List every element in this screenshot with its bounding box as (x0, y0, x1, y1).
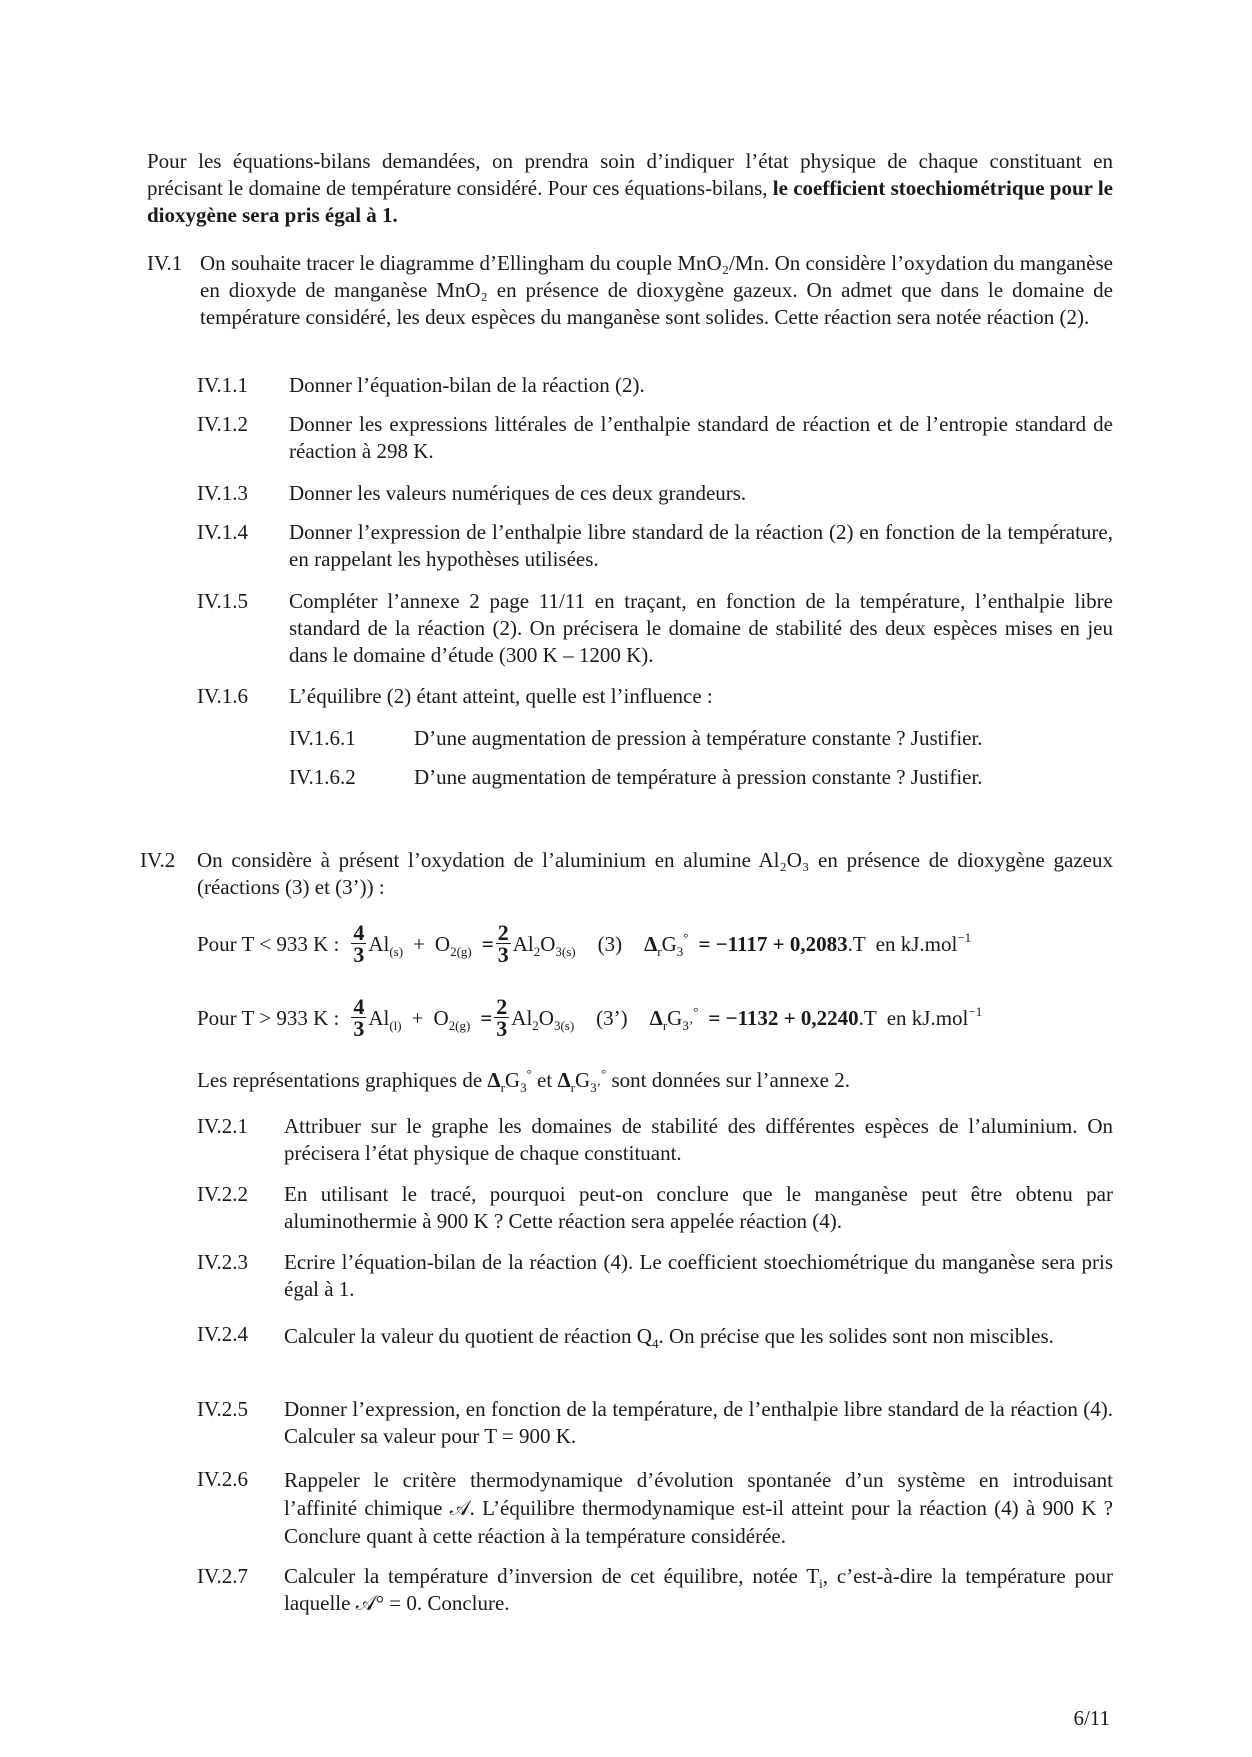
intro-text: Pour les équations-bilans demandées, on prendra soin d’indiquer l’état physique de chaque constituant en précisant le domaine de température considéré. Pour ces équations-bilans, (147, 149, 1113, 200)
subscript: 2 (533, 943, 541, 959)
plus-sign: + (411, 1005, 424, 1030)
denominator: 3 (353, 1015, 365, 1041)
dg-value: = −1117 + 0,2083 (698, 931, 848, 956)
item-text: En utilisant le tracé, pourquoi peut-on conclure que le manganèse peut être obtenu par aluminothermie à 900 K ? Cette réaction sera appelée réaction (4). (284, 1182, 1113, 1233)
g: G (574, 1068, 591, 1092)
state: 2(g) (450, 943, 472, 959)
state: (s) (389, 943, 404, 959)
delta: Δ (649, 1005, 663, 1030)
eq-condition: Pour T < 933 K : (197, 931, 340, 956)
item-number: IV.2.3 (197, 1250, 248, 1274)
equation-3 (197, 914, 971, 974)
g-subscript: 3’ (682, 1017, 694, 1033)
species: O (433, 1005, 449, 1030)
delta: Δ (644, 931, 658, 956)
item-number: IV.2.4 (197, 1322, 248, 1346)
unit-text: en kJ.mol (875, 931, 958, 956)
g-symbol (667, 1005, 698, 1032)
g3 (504, 1066, 532, 1095)
eq-condition: Pour T > 933 K : (197, 1005, 340, 1030)
t-var: .T (847, 931, 866, 956)
equation-3-prime (197, 988, 982, 1048)
denominator: 3 (496, 1015, 508, 1041)
delta-g-symbol (650, 1005, 668, 1032)
item-number: IV.1.1 (197, 373, 248, 397)
item-text: Rappeler le critère thermodynamique d’évolution spontanée d’un système en introduisant l’affinité chimique 𝒜. L’équilibre thermodynamique est-il atteint pour la réaction (4) à 900 K ? Conclure quant à cette réaction à la température considérée. (284, 1468, 1113, 1548)
graph-note-a: Les représentations graphiques de (197, 1068, 483, 1092)
coefficient-fraction (494, 993, 509, 1041)
page-number: 6/11 (1073, 1706, 1110, 1730)
item-text (284, 1563, 1113, 1617)
numerator: 4 (353, 919, 365, 945)
state: (l) (389, 1017, 402, 1033)
g3p (574, 1066, 607, 1095)
coefficient-fraction (351, 919, 366, 967)
item-text: Donner l’expression, en fonction de la température, de l’enthalpie libre standard de la réaction (4). Calculer sa valeur pour T = 900 K. (284, 1397, 1113, 1448)
item-text-a: Calculer la température d’inversion de cet équilibre, notée T (284, 1564, 820, 1588)
delta: Δ (557, 1068, 571, 1092)
item-number: IV.1.6 (197, 684, 248, 708)
item-text-a: Calculer la valeur du quotient de réaction Q (284, 1324, 652, 1348)
equals-sign: = (480, 1005, 493, 1030)
r-subscript: r (662, 1017, 668, 1033)
intro-paragraph (147, 148, 1113, 229)
graph-note-b: et (537, 1068, 553, 1092)
section-number: IV.2 (140, 848, 176, 872)
section-text: On souhaite tracer le diagramme d’Ellingham du couple MnO₂/Mn. On considère l’oxydation du manganèse en dioxyde de manganèse MnO₂ en présence de dioxygène gazeux. On admet que dans le domaine de température considéré, les deux espèces du manganèse sont solides. Cette réaction sera notée réaction (2). (200, 251, 1113, 329)
g-subscript: 3 (520, 1080, 527, 1095)
item-text: Donner les expressions littérales de l’enthalpie standard de réaction et de l’entropie standard de réaction à 298 K. (289, 412, 1113, 463)
unit (876, 931, 972, 958)
species: O (434, 931, 451, 956)
equals-sign: = (481, 931, 494, 956)
item-number: IV.2.1 (197, 1114, 248, 1138)
standard-sup: ° (526, 1066, 532, 1081)
g: G (661, 931, 677, 956)
subitem-text: D’une augmentation de température à pression constante ? Justifier. (414, 765, 983, 789)
species: Al (511, 1005, 533, 1030)
product-al2o3 (513, 931, 576, 958)
g-subscript: 3 (676, 943, 684, 959)
item-number: IV.2.6 (197, 1467, 248, 1491)
numerator: 2 (497, 919, 509, 945)
item-text-b: , c’est-à-dire la température pour laquelle 𝒜° = 0. Conclure. (284, 1564, 1113, 1615)
coefficient-fraction (351, 993, 366, 1041)
species: O (540, 931, 556, 956)
item-text: Donner l’équation-bilan de la réaction (2). (289, 373, 645, 397)
item-text: Donner les valeurs numériques de ces deux grandeurs. (289, 481, 747, 505)
unit (887, 1005, 983, 1032)
subitem-number: IV.1.6.1 (289, 726, 356, 750)
item-text: Compléter l’annexe 2 page 11/11 en traçant, en fonction de la température, l’enthalpie libre standard de la réaction (2). On précisera le domaine de stabilité des deux espèces mises en jeu dans le domaine d’étude (300 K – 1200 K). (289, 589, 1113, 667)
coefficient-fraction (496, 919, 511, 967)
subitem-text: D’une augmentation de pression à température constante ? Justifier. (414, 726, 983, 750)
item-text (284, 1321, 1113, 1351)
t-var: .T (858, 1005, 877, 1030)
item-text: L’équilibre (2) étant atteint, quelle est l’influence : (289, 684, 713, 708)
r-subscript: r (570, 1080, 575, 1095)
section-text: On considère à présent l’oxydation de l’aluminium en alumine Al₂O₃ en présence de dioxygène gazeux (réactions (3) et (3’)) : (197, 848, 1113, 899)
state: 2(g) (448, 1017, 471, 1033)
item-number: IV.2.2 (197, 1182, 248, 1206)
unit-sup: −1 (968, 1003, 983, 1019)
species: Al (368, 931, 390, 956)
dg3p-symbol (557, 1068, 575, 1095)
reactant-o2 (433, 1005, 470, 1032)
ti-subscript: i (819, 1576, 823, 1591)
standard-sup: ° (693, 1003, 699, 1019)
reactant-al (368, 1005, 401, 1032)
item-number: IV.2.7 (197, 1564, 248, 1588)
numerator: 2 (496, 993, 508, 1019)
r-subscript: r (500, 1080, 505, 1095)
item-number: IV.1.5 (197, 589, 248, 613)
reaction-label: (3’) (596, 1005, 628, 1030)
item-text: Attribuer sur le graphe les domaines de stabilité des différentes espèces de l’aluminium. On précisera l’état physique de chaque constituant. (284, 1114, 1113, 1165)
subitem-number: IV.1.6.2 (289, 765, 356, 789)
numerator: 4 (353, 993, 365, 1019)
reactant-al (368, 931, 403, 958)
state: 3(s) (555, 943, 576, 959)
reaction-label: (3) (597, 931, 623, 956)
species: Al (368, 1005, 390, 1030)
plus-sign: + (413, 931, 425, 956)
unit-sup: −1 (957, 929, 972, 945)
product-al2o3 (511, 1005, 574, 1032)
reactant-o2 (435, 931, 472, 958)
intro-bold: le coefficient stoechiométrique pour le dioxygène sera pris égal à 1. (147, 176, 1113, 227)
dg-value: = −1132 + 0,2240 (708, 1005, 859, 1030)
r-subscript: r (657, 943, 662, 959)
unit-text: en kJ.mol (886, 1005, 969, 1030)
g: G (504, 1068, 521, 1092)
standard-sup: ° (683, 929, 689, 945)
item-number: IV.1.3 (197, 481, 248, 505)
item-text: Ecrire l’équation-bilan de la réaction (4). Le coefficient stoechiométrique du manganèse sera pris égal à 1. (284, 1250, 1113, 1301)
species: Al (512, 931, 534, 956)
state: 3(s) (553, 1017, 575, 1033)
delta-g-symbol (644, 931, 662, 958)
g-subscript: 3’ (590, 1080, 601, 1095)
subscript: 2 (532, 1017, 539, 1033)
species: O (538, 1005, 554, 1030)
denominator: 3 (353, 941, 365, 967)
g: G (667, 1005, 683, 1030)
g-symbol (662, 931, 689, 958)
delta: Δ (487, 1068, 501, 1092)
item-text-b: . On précise que les solides sont non miscibles. (658, 1324, 1054, 1348)
section-number: IV.1 (147, 251, 183, 275)
item-number: IV.1.4 (197, 520, 248, 544)
item-text: Donner l’expression de l’enthalpie libre standard de la réaction (2) en fonction de la température, en rappelant les hypothèses utilisées. (289, 520, 1113, 571)
graph-note (197, 1067, 1113, 1094)
item-number: IV.2.5 (197, 1397, 248, 1421)
standard-sup: ° (600, 1066, 607, 1081)
denominator: 3 (497, 941, 509, 967)
item-number: IV.1.2 (197, 412, 248, 436)
q-subscript: 4 (651, 1336, 659, 1351)
graph-note-c: sont données sur l’annexe 2. (611, 1068, 850, 1092)
dg3-symbol (487, 1068, 505, 1095)
